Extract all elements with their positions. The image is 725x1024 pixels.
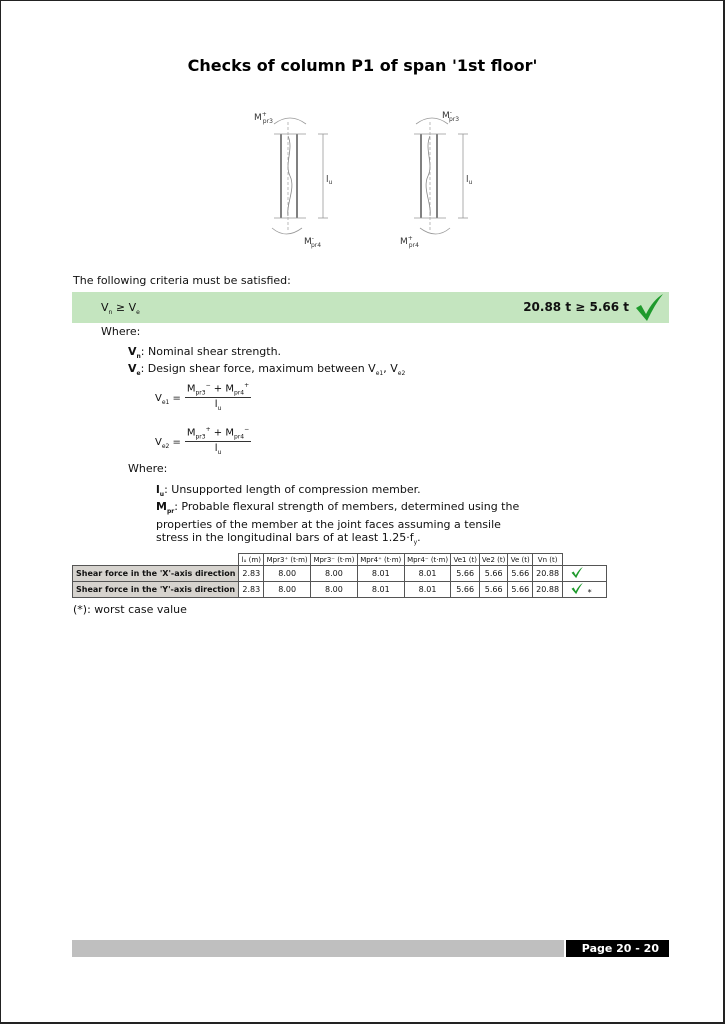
worst-case-mark: * — [587, 588, 592, 597]
criteria-intro: The following criteria must be satisfied: — [73, 274, 291, 287]
cell-mpr4-pos: 8.01 — [357, 566, 404, 582]
cell-lu: 2.83 — [239, 566, 264, 582]
header-ve: Ve (t) — [508, 554, 533, 566]
criterion-result: 20.88 t ≥ 5.66 t — [523, 300, 629, 314]
header-ve2: Ve2 (t) — [479, 554, 507, 566]
eq-num-b-sub: pr4 — [234, 433, 245, 441]
criterion-rhs: V — [128, 301, 137, 314]
definition-ve — [128, 362, 405, 377]
criterion-summary-bar — [72, 292, 669, 323]
eq-num-a: M — [186, 383, 196, 395]
def-symbol: V — [128, 345, 137, 358]
left-length-label: $l_u$ — [326, 175, 333, 186]
eq-plus: + — [210, 427, 226, 439]
header-mpr4-neg: Mpr4⁻ (t·m) — [404, 554, 451, 566]
row-label: Shear force in the 'Y'-axis direction — [73, 582, 239, 598]
criterion-operator: ≥ — [112, 301, 129, 314]
eq-lhs-sub: e1 — [161, 399, 170, 406]
eq-num-a: M — [186, 427, 196, 439]
cell-mpr4-neg: 8.01 — [404, 582, 451, 598]
footer-bar — [72, 940, 564, 957]
def-symbol: V — [128, 362, 137, 375]
where-label-2: Where: — [128, 462, 168, 475]
header-mpr3-pos: Mpr3⁺ (t·m) — [264, 554, 311, 566]
row-label: Shear force in the 'X'-axis direction — [73, 566, 239, 582]
def-text: : Probable flexural strength of members, determined using the properties of the member at the joint faces assuming a tensile stress in the longitudinal bars of at least 1.25·f — [156, 500, 520, 545]
cell-ve: 5.66 — [508, 566, 533, 582]
eq-num-a-sup: + — [205, 426, 211, 433]
eq-num-b: M — [225, 427, 235, 439]
eq-fraction — [185, 426, 251, 456]
def-sub: pr — [166, 508, 175, 516]
table-header-row — [73, 554, 607, 566]
eq-den-sub: u — [217, 449, 222, 457]
cell-mpr3-neg: 8.00 — [311, 582, 358, 598]
eq-lhs-sub: e2 — [161, 443, 170, 450]
eq-num-a-sub: pr3 — [195, 389, 206, 397]
eq-den-sub: u — [217, 405, 222, 413]
eq-num-b-sup: + — [244, 382, 250, 389]
def-text: : Unsupported length of compression member. — [164, 483, 421, 496]
status-cell — [563, 582, 607, 598]
eq-den: l — [214, 443, 218, 455]
def-sub: u — [159, 491, 165, 499]
cell-mpr4-pos: 8.01 — [357, 582, 404, 598]
def-tail-sub: e1 — [375, 370, 384, 378]
def-tail-sep: , V — [383, 362, 398, 375]
where-label: Where: — [101, 325, 141, 338]
cell-mpr3-pos: 8.00 — [264, 582, 311, 598]
cell-vn: 20.88 — [533, 582, 563, 598]
def-symbol: M — [156, 500, 167, 513]
page-number: Page 20 - 20 — [566, 940, 669, 957]
right-bottom-moment-label: M+ pr4 — [400, 235, 419, 249]
right-top-moment-label: M-pr3 — [442, 109, 460, 123]
eq-lhs: V — [155, 393, 162, 404]
checkmark-icon — [633, 292, 665, 327]
cell-ve: 5.66 — [508, 582, 533, 598]
criterion-formula — [101, 301, 140, 316]
eq-sign: = — [169, 393, 185, 404]
def-text: : Nominal shear strength. — [140, 345, 282, 358]
shear-results-table — [72, 553, 607, 598]
criterion-lhs-sub: n — [108, 309, 113, 317]
page-title: Checks of column P1 of span '1st floor' — [187, 56, 538, 75]
def-tail-sub: y — [413, 539, 418, 547]
cell-ve1: 5.66 — [451, 582, 479, 598]
def-text: : Design shear force, maximum between V — [140, 362, 376, 375]
cell-ve2: 5.66 — [479, 566, 507, 582]
def-symbol: l — [156, 483, 160, 496]
left-top-moment-label: M+ pr3 — [254, 111, 273, 125]
header-blank — [73, 554, 239, 566]
header-vn: Vn (t) — [533, 554, 563, 566]
def-sub: e — [136, 370, 141, 378]
column-moment-diagram — [250, 104, 480, 258]
left-bottom-moment-label: M-pr4 — [304, 235, 322, 249]
table-row — [73, 566, 607, 582]
eq-num-b-sub: pr4 — [234, 389, 245, 397]
definition-lu — [156, 483, 536, 501]
eq-num-b: M — [225, 383, 235, 395]
header-lu: lᵤ (m) — [239, 554, 264, 566]
eq-fraction — [185, 382, 251, 412]
cell-mpr4-neg: 8.01 — [404, 566, 451, 582]
definition-vn — [128, 345, 281, 360]
eq-num-a-sub: pr3 — [195, 433, 206, 441]
checkmark-icon — [569, 566, 585, 579]
eq-lhs: V — [155, 437, 162, 448]
eq-num-b-sup: − — [244, 426, 250, 433]
footnote: (*): worst case value — [73, 603, 187, 616]
checkmark-icon — [569, 582, 585, 595]
def-sub: n — [136, 353, 141, 361]
header-ve1: Ve1 (t) — [451, 554, 479, 566]
header-blank — [563, 554, 607, 566]
definition-mpr — [156, 500, 536, 549]
status-cell — [563, 566, 607, 582]
criterion-lhs: V — [101, 301, 109, 314]
eq-den: l — [214, 399, 218, 411]
eq-num-a-sup: − — [205, 382, 211, 389]
criterion-rhs-sub: e — [136, 309, 140, 317]
cell-ve2: 5.66 — [479, 582, 507, 598]
cell-vn: 20.88 — [533, 566, 563, 582]
table-row — [73, 582, 607, 598]
cell-mpr3-pos: 8.00 — [264, 566, 311, 582]
eq-plus: + — [210, 383, 226, 395]
eq-sign: = — [169, 437, 185, 448]
header-mpr4-pos: Mpr4⁺ (t·m) — [357, 554, 404, 566]
cell-mpr3-neg: 8.00 — [311, 566, 358, 582]
header-mpr3-neg: Mpr3⁻ (t·m) — [311, 554, 358, 566]
cell-lu: 2.83 — [239, 582, 264, 598]
right-length-label: $l_u$ — [466, 175, 473, 186]
cell-ve1: 5.66 — [451, 566, 479, 582]
def-tail-sub: e2 — [397, 370, 406, 378]
def-tail-end: . — [417, 531, 421, 545]
